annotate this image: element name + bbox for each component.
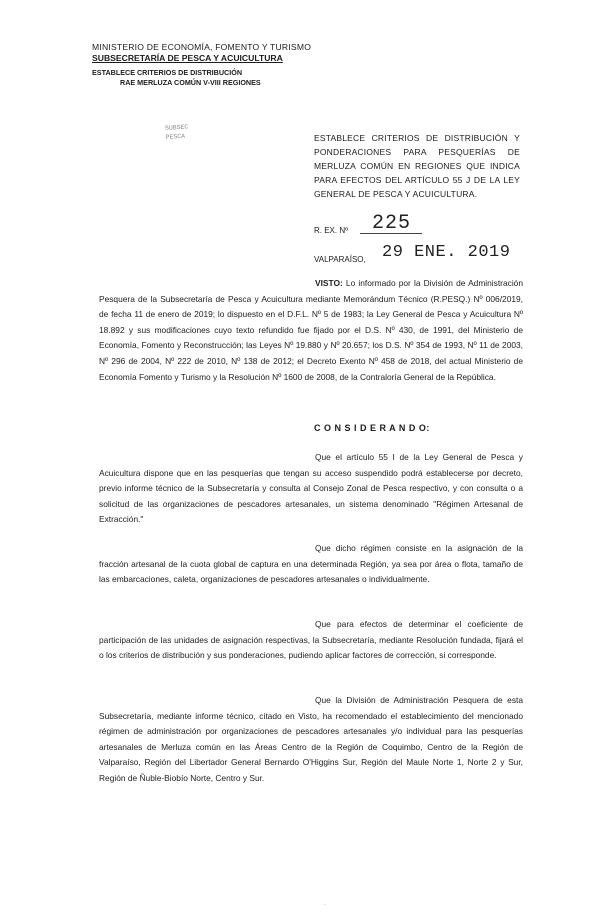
visto-lead: VISTO: <box>315 278 343 288</box>
considerando-paragraph-1: Que el artículo 55 I de la Ley General de Pesca y Acuicultura dispone que en las pesquerías que tengan su acceso suspendido podrá establecerse por decreto, previo informe técnico de la Subsecretaría y consulta al Consejo Zonal de Pesca respectivo, y con consulta o a solicitud de las organizaciones de pescadores artesanales, un sistema denominado "Régimen Artesanal de Extracción." <box>99 452 523 525</box>
resolution-label: R. EX. Nº <box>314 226 349 235</box>
resolution-number: 225 <box>372 212 412 235</box>
page-mark: . <box>324 901 326 907</box>
considerando-paragraph-2: Que dicho régimen consiste en la asignación de la fracción artesanal de la cuota global de captura en una determinada Región, ya sea por área o flota, tamaño de las embarcaciones, caleta, organizaciones de pescadores artesanales o individualmente. <box>99 543 523 585</box>
stamp-line-2: PESCA <box>165 132 186 142</box>
resolution-date-stamp: 29 ENE. 2019 <box>382 243 511 262</box>
subsecretaria-name: SUBSECRETARÍA DE PESCA Y ACUICULTURA <box>92 53 283 63</box>
considerando-heading: C O N S I D E R A N D O: <box>314 423 430 433</box>
stamp-line-1: SUBSEC <box>164 123 189 133</box>
considerando-paragraph-4: Que la División de Administración Pesquera de esta Subsecretaría, mediante informe técnico, citado en Visto, ha recomendado el establecimiento del mencionado régimen de administración por organizaciones de pescadores artesanales y/o individual para las pesquerías artesanales de Merluza común en las Áreas Centro de la Región de Coquimbo, Centro de la Región de Valparaíso, Región del Libertador General Bernardo O'Higgins Sur, Región del Maule Norte 1, Norte 2 y Sur, Región de Ñuble-Biobío Norte, Centro y Sur. <box>99 695 523 783</box>
office-stamp <box>165 120 226 164</box>
visto-paragraph <box>99 276 523 385</box>
subject-line-2: RAE MERLUZA COMÚN V-VIII REGIONES <box>120 78 261 87</box>
resolution-summary: ESTABLECE CRITERIOS DE DISTRIBUCIÓN Y PONDERACIONES PARA PESQUERÍAS DE MERLUZA COMÚN EN REGIONES QUE INDICA PARA EFECTOS DEL ARTÍCULO 55 J DE LA LEY GENERAL DE PESCA Y ACUICULTURA. <box>314 133 520 199</box>
ministry-name: MINISTERIO DE ECONOMÍA, FOMENTO Y TURISMO <box>92 42 312 52</box>
subject-line-1: ESTABLECE CRITERIOS DE DISTRIBUCIÓN <box>92 68 243 77</box>
letterhead <box>92 42 332 87</box>
visto-text: Lo informado por la División de Administración Pesquera de la Subsecretaría de Pesca y Acuicultura mediante Memorándum Técnico (R.PESQ.) Nº 006/2019, de fecha 11 de enero de 2019; lo dispuesto en el D.F.L. Nº 5 de 1983; la Ley General de Pesca y Acuicultura Nº 18.892 y sus modificaciones cuyo texto refundido fue fijado por el D.S. Nº 430, de 1991, del Ministerio de Economía, Fomento y Reconstrucción; las Leyes Nº 19.880 y Nº 20.657; los D.S. Nº 354 de 1993, Nº 11 de 2003, Nº 296 de 2004, Nº 222 de 2010, Nº 138 de 2012; el Decreto Exento Nº 458 de 2018, del actual Ministerio de Economía Fomento y Turismo y la Resolución Nº 1600 de 2008, de la Contraloría General de la República. <box>99 278 523 382</box>
resolution-place: VALPARAÍSO, <box>314 255 366 264</box>
considerando-paragraph-3: Que para efectos de determinar el coeficiente de participación de las unidades de asignación respectivas, la Subsecretaría, mediante Resolución fundada, fijará el o los criterios de distribución y sus ponderaciones, pudiendo aplicar factores de corrección, si corresponde. <box>99 619 523 661</box>
